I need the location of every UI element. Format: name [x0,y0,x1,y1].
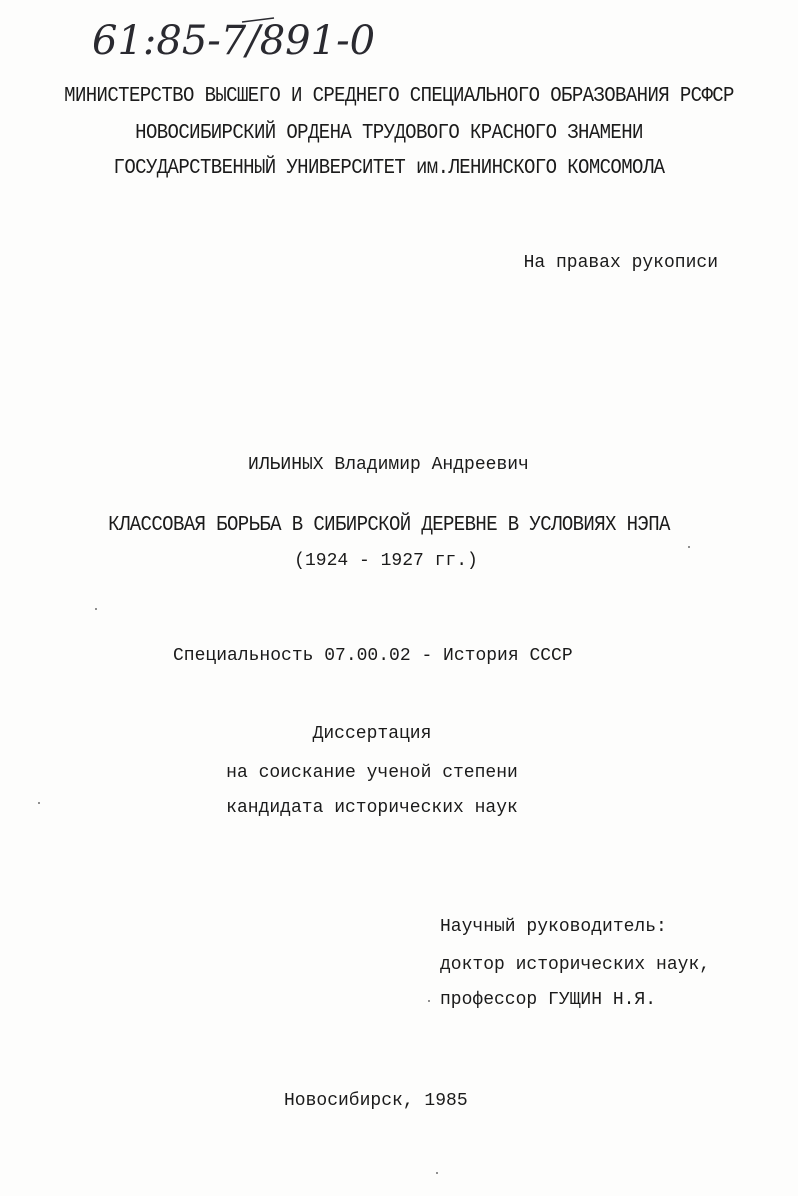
svg-text:61:85-7/891-0: 61:85-7/891-0 [92,18,376,64]
university-name-line-2: ГОСУДАРСТВЕННЫЙ УНИВЕРСИТЕТ им.ЛЕНИНСКОГО КОМСОМОЛА [113,155,665,180]
university-name-line-1: НОВОСИБИРСКИЙ ОРДЕНА ТРУДОВОГО КРАСНОГО ЗНАМЕНИ [135,120,643,145]
author-name: ИЛЬИНЫХ Владимир Андреевич [248,455,529,475]
thesis-title-line-1: КЛАССОВАЯ БОРЬБА В СИБИРСКОЙ ДЕРЕВНЕ В УСЛОВИЯХ НЭПА [108,512,670,537]
supervisor-name: профессор ГУЩИН Н.Я. [440,990,657,1010]
supervisor-label: Научный руководитель: [440,917,667,937]
dissertation-label: Диссертация [312,724,432,744]
thesis-title-years: (1924 - 1927 гг.) [294,551,478,571]
degree-purpose: на соискание ученой степени [226,763,518,783]
paper-speck [428,1000,430,1002]
specialty-line: Специальность 07.00.02 - История СССР [173,646,573,666]
ministry-heading: МИНИСТЕРСТВО ВЫСШЕГО И СРЕДНЕГО СПЕЦИАЛЬНОГО ОБРАЗОВАНИЯ РСФСР [64,83,734,108]
manuscript-rights-note: На правах рукописи [523,253,718,273]
paper-speck [38,802,40,804]
supervisor-degree: доктор исторических наук, [440,955,711,975]
handwritten-catalog-number [92,14,376,74]
paper-speck [436,1172,438,1174]
paper-speck [688,546,690,548]
place-and-year: Новосибирск, 1985 [284,1091,468,1111]
degree-name: кандидата исторических наук [226,798,518,818]
paper-speck [95,608,97,610]
